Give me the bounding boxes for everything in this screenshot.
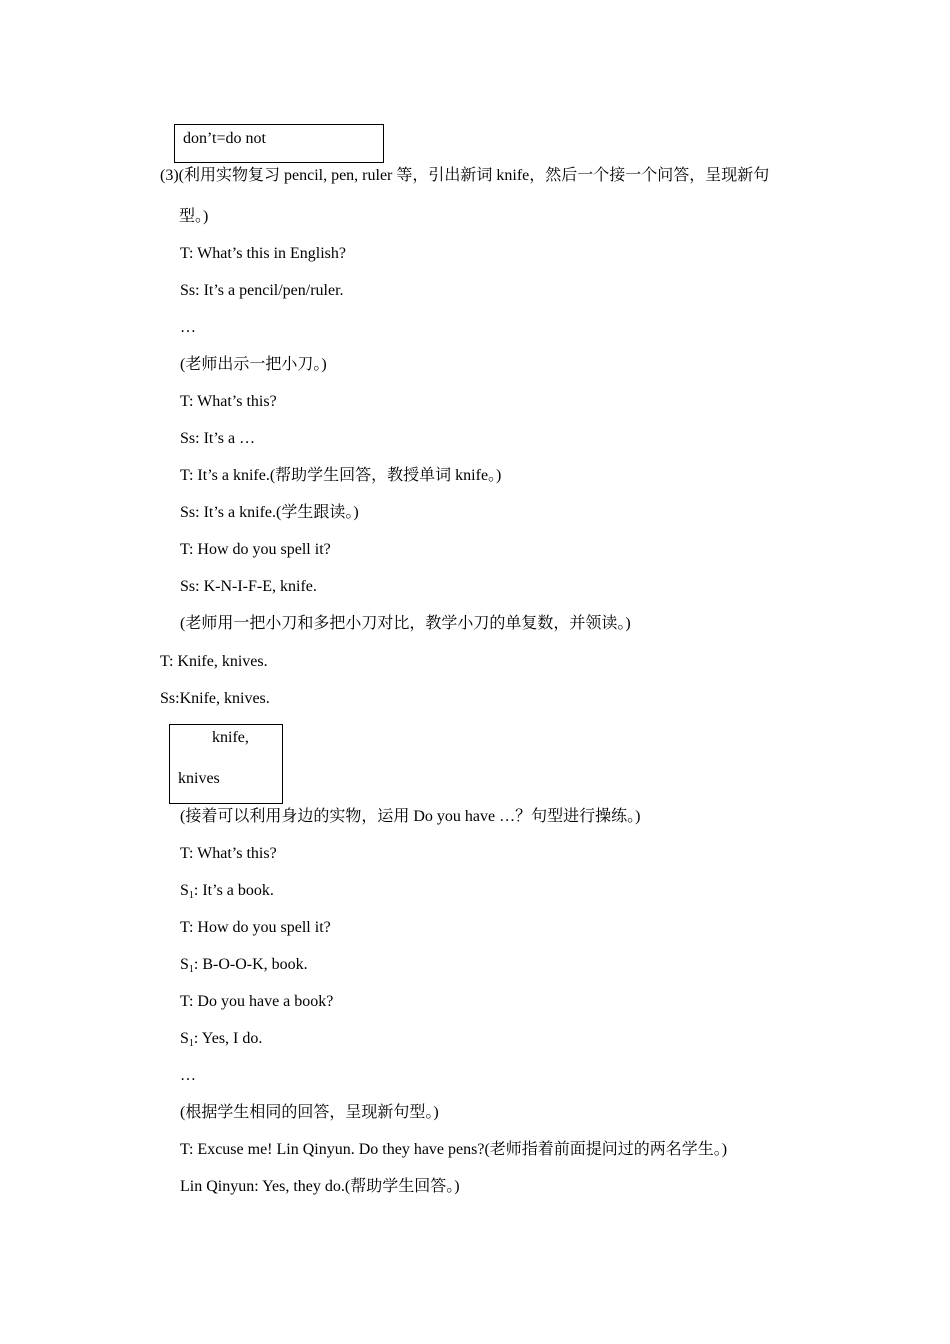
dialog-line: Lin Qinyun: Yes, they do.(帮助学生回答。): [180, 1178, 460, 1195]
speaker-subscript: 1: [188, 964, 194, 975]
dialog-line: T: How do you spell it?: [180, 541, 331, 558]
dialog-line: [180, 955, 308, 975]
dialog-line: [180, 1029, 262, 1049]
dialog-text: : Yes, I do.: [193, 1030, 263, 1047]
step-intro-line2: 型。): [179, 208, 209, 225]
note-box-line1: knife,: [212, 729, 249, 746]
dialog-line: T: What’s this in English?: [180, 245, 347, 262]
dialog-line: (根据学生相同的回答，呈现新句型。): [180, 1104, 439, 1121]
dialog-line: [180, 881, 274, 901]
speaker-subscript: 1: [188, 890, 194, 901]
note-box-knives: [169, 724, 283, 804]
dialog-line: Ss:Knife, knives.: [160, 690, 270, 707]
step-intro-line1: (3)(利用实物复习 pencil, pen, ruler 等，引出新词 knife，然后一个接一个问答，呈现新句: [160, 167, 770, 184]
dialog-line: T: What’s this?: [180, 393, 277, 410]
speaker-label: S: [180, 1030, 189, 1047]
dialog-line: …: [180, 319, 196, 336]
dialog-line: Ss: It’s a pencil/pen/ruler.: [180, 282, 344, 299]
dialog-line: T: It’s a knife.(帮助学生回答，教授单词 knife。): [180, 467, 502, 484]
speaker-subscript: 1: [188, 1038, 194, 1049]
dialog-line: T: Knife, knives.: [160, 653, 268, 670]
dialog-line: Ss: It’s a …: [180, 430, 256, 447]
speaker-label: S: [180, 882, 189, 899]
note-box-line2: knives: [178, 770, 220, 787]
dialog-line: …: [180, 1067, 196, 1084]
speaker-label: S: [180, 956, 189, 973]
dialog-line: (老师用一把小刀和多把小刀对比，教学小刀的单复数，并领读。): [180, 615, 631, 632]
dialog-line: (老师出示一把小刀。): [180, 356, 327, 373]
dialog-line: T: How do you spell it?: [180, 919, 331, 936]
note-box-dont: [174, 124, 384, 163]
note-box-text: don’t=do not: [183, 130, 266, 147]
dialog-line: Ss: It’s a knife.(学生跟读。): [180, 504, 359, 521]
dialog-line: T: Excuse me! Lin Qinyun. Do they have pens?(老师指着前面提问过的两名学生。): [180, 1141, 728, 1158]
practice-note: (接着可以利用身边的实物，运用 Do you have …？句型进行操练。): [180, 808, 641, 825]
dialog-line: Ss: K-N-I-F-E, knife.: [180, 578, 317, 595]
dialog-line: T: What’s this?: [180, 845, 277, 862]
dialog-line: T: Do you have a book?: [180, 993, 334, 1010]
dialog-text: : B-O-O-K, book.: [193, 956, 308, 973]
dialog-text: : It’s a book.: [193, 882, 274, 899]
